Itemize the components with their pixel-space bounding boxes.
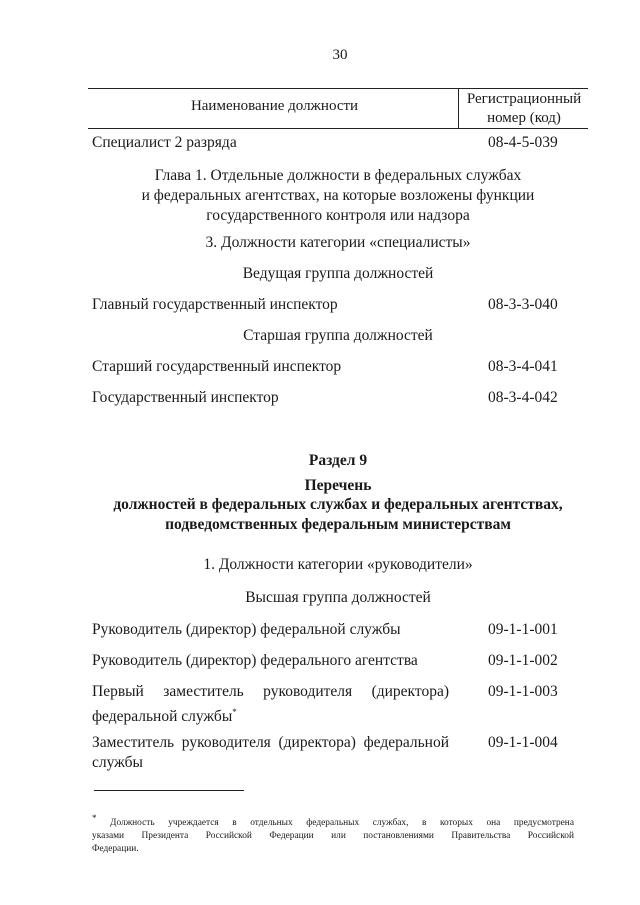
group-senior-heading: Старшая группа должностей <box>243 327 433 344</box>
table-header-code <box>460 90 588 128</box>
row-senior-inspector-code: 08-3-4-041 <box>488 358 558 375</box>
row-first-deputy-line2: федеральной службы <box>92 708 233 726</box>
row-deputy-name <box>92 733 449 773</box>
footnote-line1 <box>92 812 574 830</box>
table-header-divider <box>458 88 459 128</box>
row-head-service-name: Руководитель (директор) федеральной службы <box>92 621 401 638</box>
footnote-line2: указами Президента Российской Федерации или постановлениями Правительства Российской <box>92 831 574 842</box>
footnote-mark: * <box>92 813 97 823</box>
table-header-code-line2: номер (код) <box>487 110 561 126</box>
row-deputy-line2: службы <box>92 754 143 771</box>
row-first-deputy-name <box>92 682 449 727</box>
row-head-service-code: 09-1-1-001 <box>488 621 558 638</box>
footnote-line1-text: Должность учреждается в отдельных федеральных службах, в которых она предусмотрена <box>96 818 574 829</box>
section-description <box>88 495 588 535</box>
chapter-line3: государственного контроля или надзора <box>206 207 470 224</box>
row-inspector-code: 08-3-4-042 <box>488 389 558 406</box>
section-subtitle: Перечень <box>304 477 372 494</box>
row-head-agency-name: Руководитель (директор) федерального агентства <box>92 652 418 669</box>
row-first-deputy-code: 09-1-1-003 <box>488 683 558 700</box>
row-specialist2-code: 08-4-5-039 <box>488 134 558 151</box>
row-inspector-name: Государственный инспектор <box>92 389 279 406</box>
table-header-code-line1: Регистрационный <box>466 91 582 107</box>
group-leading-heading: Ведущая группа должностей <box>242 265 434 282</box>
row-deputy-code: 09-1-1-004 <box>488 734 558 751</box>
category3-heading: 3. Должности категории «специалисты» <box>205 234 471 251</box>
chapter-line1: Глава 1. Отдельные должности в федеральных службах <box>154 167 522 184</box>
footnote-separator <box>94 790 244 791</box>
table-header-bottom-rule <box>88 128 588 129</box>
row-head-agency-code: 09-1-1-002 <box>488 652 558 669</box>
row-deputy-line1: Заместитель руководителя (директора) федеральной <box>92 734 449 751</box>
section-title: Раздел 9 <box>308 452 368 469</box>
chapter-line2: и федеральных агентствах, на которые возложены функции <box>141 187 535 204</box>
section-description-line2: подведомственных федеральным министерствам <box>165 516 511 533</box>
row-chief-inspector-code: 08-3-3-040 <box>488 296 558 313</box>
row-specialist2-name: Специалист 2 разряда <box>92 134 237 151</box>
footnote-line3: Федерации. <box>92 844 139 855</box>
section-description-line1: должностей в федеральных службах и федеральных агентствах, <box>113 496 563 513</box>
group-highest-heading: Высшая группа должностей <box>245 589 431 606</box>
table-header-name: Наименование должности <box>190 98 359 114</box>
table-header-top-rule <box>88 88 588 89</box>
footnote <box>92 812 574 856</box>
footnote-marker: * <box>232 707 237 717</box>
chapter-heading <box>88 166 588 226</box>
category1-heading: 1. Должности категории «руководители» <box>203 556 473 573</box>
row-chief-inspector-name: Главный государственный инспектор <box>92 296 338 313</box>
page-number: 30 <box>332 47 348 63</box>
row-senior-inspector-name: Старший государственный инспектор <box>92 358 342 375</box>
row-first-deputy-line1: Первый заместитель руководителя (директора) <box>92 683 449 700</box>
